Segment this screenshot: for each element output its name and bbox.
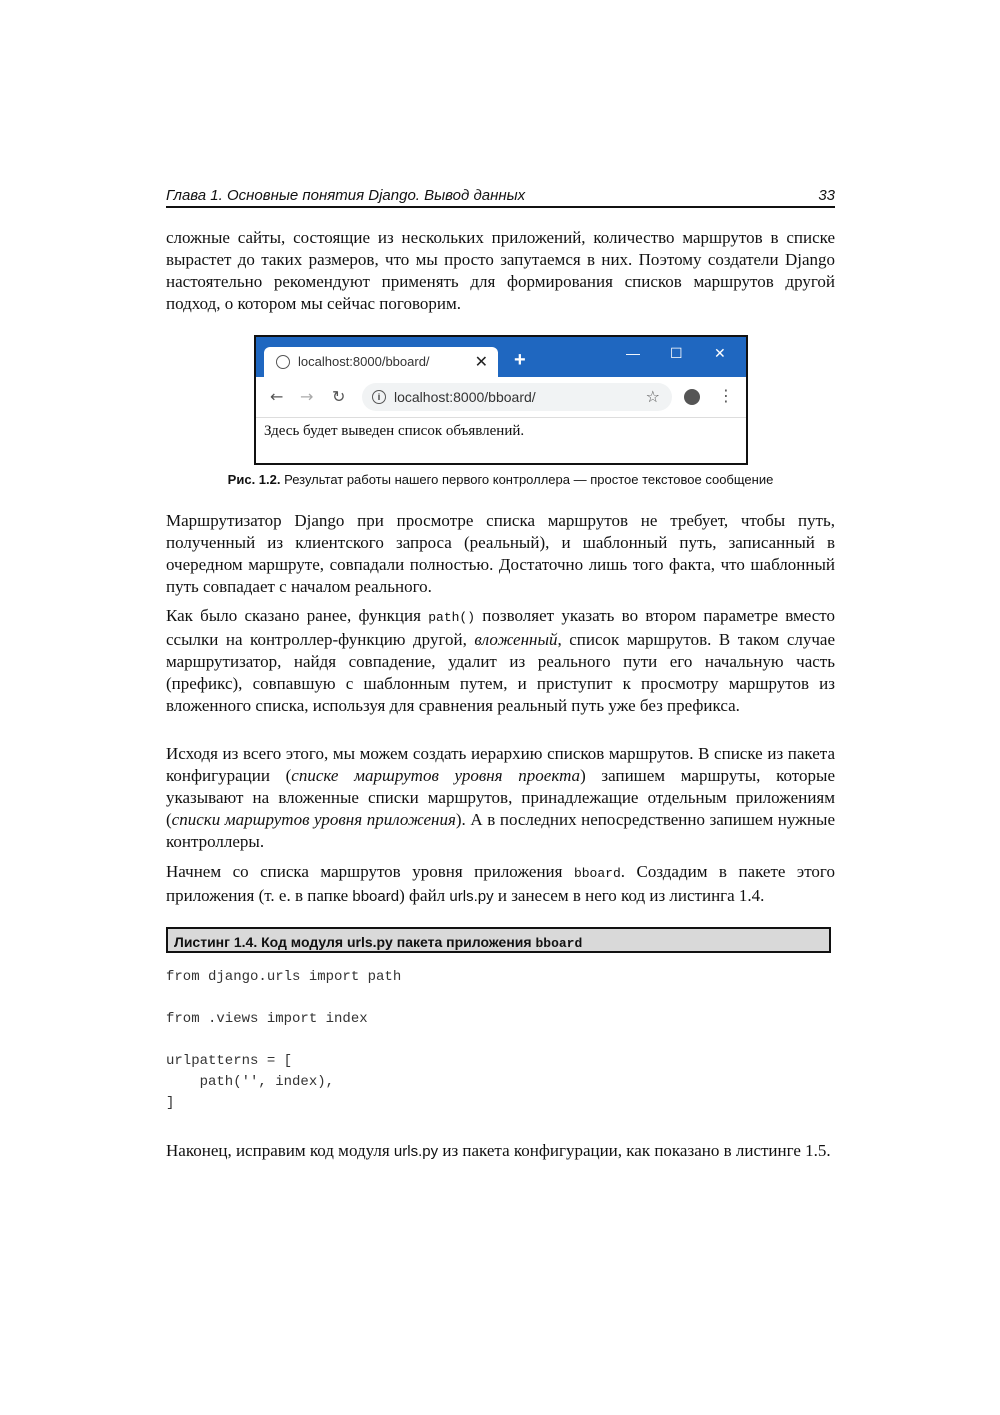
forward-icon: → [300, 387, 314, 406]
emphasis: вложенный [474, 630, 558, 649]
text-run: и занесем в него код из листинга 1.4. [493, 886, 765, 905]
emphasis: списке маршрутов уровня проекта [291, 766, 581, 785]
text-run: Как было сказано ранее, функция [166, 606, 429, 625]
window-close-icon: ✕ [714, 345, 726, 361]
paragraph-1: сложные сайты, состоящие из нескольких приложений, количество маршрутов в списке вырастет до таких размеров, что мы просто запутаемся в них. Поэтому создатели Django настоятельно рекомендуют применять для формирования списков маршрутов другой подход, о котором мы сейчас поговорим. [166, 228, 835, 313]
back-icon: ← [270, 387, 284, 406]
page-number: 33 [818, 187, 835, 204]
listing-title [166, 927, 831, 953]
figure-caption [166, 472, 835, 487]
new-tab-icon: + [514, 349, 526, 371]
paragraph-5 [166, 861, 835, 908]
paragraph-3 [166, 605, 835, 717]
listing-file: urls.py [346, 934, 393, 950]
text-run: ) файл [399, 886, 450, 905]
browser-titlebar [256, 337, 746, 377]
tab-title: localhost:8000/bboard/ [298, 354, 430, 369]
tab-close-icon: ✕ [474, 354, 488, 371]
file-name: urls.py [393, 1143, 439, 1160]
text-run: ). А в последних непосредственно запишем нужные контроллеры. [166, 810, 835, 851]
text-run: , список маршрутов. В таком случае маршрутизатор, найдя совпадение, удалит из реального пути его начальную часть (префикс), совпавшую с шаблонным путем, и приступит к просмотру маршрутов из вложенного списка, используя для сравнения реальный путь уже без префикса. [166, 630, 835, 715]
text-run: Наконец, исправим код модуля [166, 1141, 394, 1160]
star-icon: ☆ [645, 387, 660, 406]
paragraph-4 [166, 743, 835, 853]
chapter-title: Глава 1. Основные понятия Django. Вывод данных [166, 187, 526, 204]
emphasis: списки маршрутов уровня приложения [171, 810, 456, 829]
text-run: из пакета конфигурации, как показано в листинге 1.5. [438, 1141, 831, 1160]
inline-code: path() [428, 610, 476, 625]
text-run: Исходя из всего этого, мы можем создать иерархию списков маршрутов. В списке из пакета конфигурации ( [166, 744, 835, 785]
page-header [166, 186, 835, 208]
reload-icon: ↻ [332, 387, 346, 406]
address-bar [362, 383, 672, 411]
listing-code: bboard [535, 936, 583, 951]
menu-icon: ⋮ [718, 386, 734, 405]
maximize-icon: ☐ [670, 345, 683, 361]
globe-icon [276, 355, 290, 369]
text-run: . Создадим в пакете этого приложения (т. е. в папке [166, 862, 835, 905]
file-name: urls.py [449, 888, 494, 905]
profile-icon [684, 389, 700, 405]
info-icon: i [372, 390, 386, 404]
browser-screenshot-figure [254, 335, 748, 465]
text-run: ) запишем маршруты, которые указывают на вложенные списки маршрутов, принадлежащие отдельным приложениям ( [166, 766, 835, 829]
address-url: localhost:8000/bboard/ [394, 389, 536, 405]
text-run: Листинг 1.4. Код модуля [174, 934, 347, 950]
folder-name: bboard [352, 888, 400, 905]
text-run: пакета приложения [392, 934, 536, 950]
page-content-text: Здесь будет выведен список объявлений. [264, 423, 525, 439]
code-listing: from django.urls import path from .views import index urlpatterns = [ path('', index), ] [166, 969, 402, 1111]
caption-text: Результат работы нашего первого контроллера — простое текстовое сообщение [280, 472, 774, 487]
paragraph-6 [166, 1140, 835, 1163]
caption-label: Рис. 1.2. [227, 472, 281, 487]
text-run: Начнем со списка маршрутов уровня приложения [166, 862, 574, 881]
inline-code: bboard [573, 866, 621, 881]
browser-tab [264, 347, 498, 377]
browser-toolbar [256, 377, 746, 418]
text-run: позволяет указать во втором параметре вместо ссылки на контроллер-функцию другой, [166, 606, 836, 649]
minimize-icon: — [626, 345, 640, 361]
paragraph-2: Маршрутизатор Django при просмотре списка маршрутов не требует, чтобы путь, полученный из клиентского запроса (реальный), и шаблонный путь, записанный в очередном маршруте, совпадали полностью. Достаточно лишь того факта, что шаблонный путь совпадает с началом реального. [166, 511, 835, 596]
